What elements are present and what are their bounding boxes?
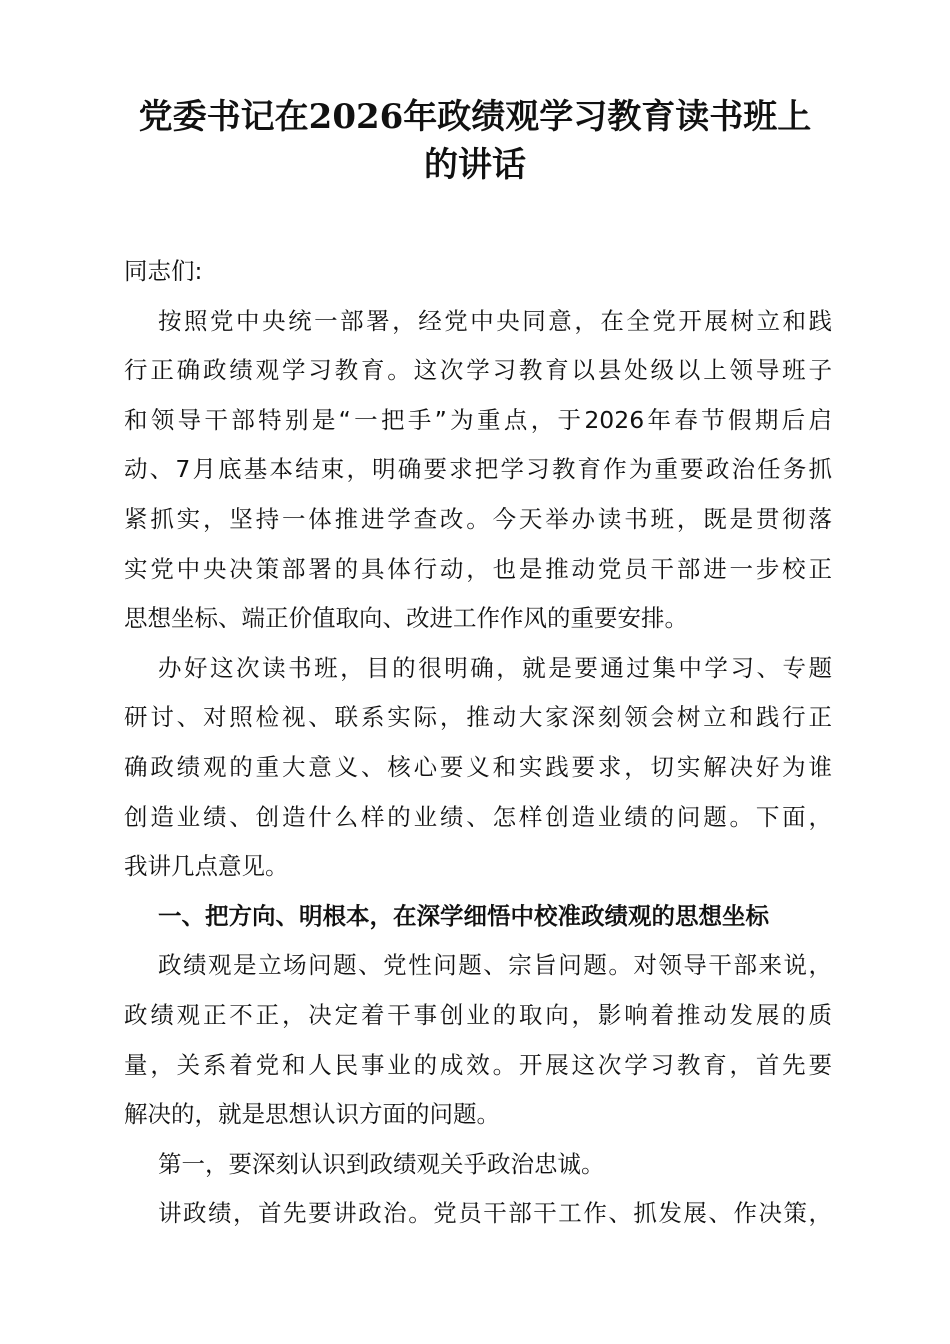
paragraph-line: 我讲几点意见。 — [124, 852, 289, 881]
paragraph-line: 解决的，就是思想认识方面的问题。 — [124, 1100, 500, 1129]
paragraph-line: 政绩观正不正，决定着干事创业的取向，影响着推动发展的质 — [124, 1000, 832, 1029]
subsection-heading: 第一，要深刻认识到政绩观关乎政治忠诚。 — [158, 1149, 605, 1178]
paragraph-line: 动、7月底基本结束，明确要求把学习教育作为重要政治任务抓 — [124, 455, 832, 484]
document-title-line-2: 的讲话 — [424, 145, 526, 185]
salutation: 同志们: — [124, 257, 203, 285]
paragraph-line: 实党中央决策部署的具体行动，也是推动党员干部进一步校正 — [124, 554, 832, 583]
section-heading: 一、把方向、明根本，在深学细悟中校准政绩观的思想坐标 — [158, 901, 769, 930]
paragraph-line: 思想坐标、端正价值取向、改进工作作风的重要安排。 — [124, 604, 688, 633]
paragraph-line: 研讨、对照检视、联系实际，推动大家深刻领会树立和践行正 — [124, 703, 832, 732]
document-body — [124, 247, 832, 1239]
paragraph-line: 创造业绩、创造什么样的业绩、怎样创造业绩的问题。下面， — [124, 802, 832, 831]
paragraph-line: 办好这次读书班，目的很明确，就是要通过集中学习、专题 — [158, 653, 832, 682]
document-title-line-1: 党委书记在2026年政绩观学习教育读书班上 — [138, 97, 812, 137]
paragraph-line: 政绩观是立场问题、党性问题、宗旨问题。对领导干部来说， — [158, 951, 832, 980]
paragraph-line: 和领导干部特别是“一把手”为重点，于2026年春节假期后启 — [124, 405, 832, 434]
paragraph-line: 按照党中央统一部署，经党中央同意，在全党开展树立和践 — [158, 306, 832, 335]
paragraph-line: 行正确政绩观学习教育。这次学习教育以县处级以上领导班子 — [124, 356, 832, 385]
paragraph-line: 确政绩观的重大意义、核心要义和实践要求，切实解决好为谁 — [124, 752, 832, 781]
paragraph-line: 讲政绩，首先要讲政治。党员干部干工作、抓发展、作决策， — [158, 1199, 832, 1228]
paragraph-line: 量，关系着党和人民事业的成效。开展这次学习教育，首先要 — [124, 1050, 832, 1079]
paragraph-line: 紧抓实，坚持一体推进学查改。今天举办读书班，既是贯彻落 — [124, 504, 832, 533]
